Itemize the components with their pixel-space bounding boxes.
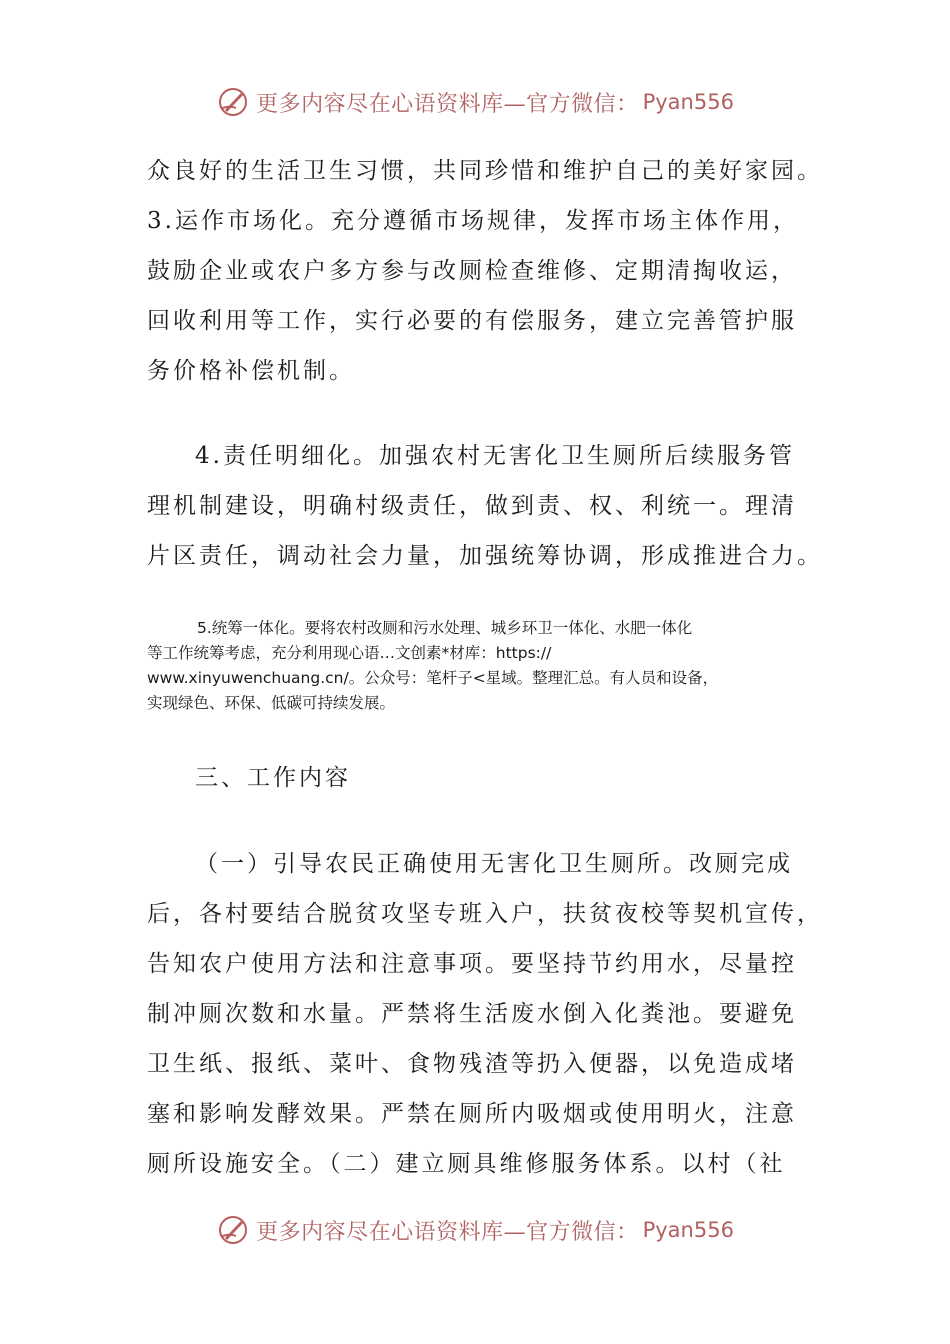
- body-line: （一）引导农民正确使用无害化卫生厕所。改厕完成: [195, 851, 793, 877]
- body-line: 4.责任明细化。加强农村无害化卫生厕所后续服务管: [195, 443, 795, 469]
- footer-wechat-id: Pyan556: [642, 1218, 734, 1242]
- body-line: 后，各村要结合脱贫攻坚专班入户，扶贫夜校等契机宣传，: [147, 901, 823, 927]
- body-line: 片区责任，调动社会力量，加强统筹协调，形成推进合力。: [147, 543, 823, 569]
- body-line: 回收利用等工作，实行必要的有偿服务，建立完善管护服: [147, 308, 797, 334]
- quill-logo-icon: [216, 1213, 250, 1247]
- body-line: 塞和影响发酵效果。严禁在厕所内吸烟或使用明火，注意: [147, 1101, 797, 1127]
- quill-logo-icon: [216, 85, 250, 119]
- body-line: 鼓励企业或农户多方参与改厕检查维修、定期清掏收运，: [147, 258, 797, 284]
- body-line: 告知农户使用方法和注意事项。要坚持节约用水，尽量控: [147, 951, 797, 977]
- body-line: 卫生纸、报纸、菜叶、食物残渣等扔入便器，以免造成堵: [147, 1051, 797, 1077]
- header-wechat-id: Pyan556: [642, 90, 734, 114]
- small-text-line: 实现绿色、环保、低碳可持续发展。: [147, 694, 396, 712]
- body-line: 厕所设施安全。（二）建立厕具维修服务体系。以村（社: [147, 1151, 786, 1177]
- header-banner: [0, 82, 950, 122]
- body-line: 众良好的生活卫生习惯，共同珍惜和维护自己的美好家园。: [147, 158, 823, 184]
- body-line: 务价格补偿机制。: [147, 358, 355, 384]
- small-text-line: www.xinyuwenchuang.cn/。公众号：笔杆子<星域。整理汇总。有人员和设备，: [147, 669, 719, 687]
- header-banner-text: 更多内容尽在心语资料库—官方微信：: [256, 91, 639, 117]
- small-text-line: 5.统筹一体化。要将农村改厕和污水处理、城乡环卫一体化、水肥一体化: [197, 619, 693, 637]
- footer-banner-text: 更多内容尽在心语资料库—官方微信：: [256, 1219, 639, 1245]
- section-heading: 三、工作内容: [195, 765, 351, 791]
- footer-banner: [0, 1210, 950, 1250]
- body-line: 3.运作市场化。充分遵循市场规律，发挥市场主体作用，: [147, 208, 799, 234]
- body-line: 制冲厕次数和水量。严禁将生活废水倒入化粪池。要避免: [147, 1001, 797, 1027]
- body-line: 理机制建设，明确村级责任，做到责、权、利统一。理清: [147, 493, 797, 519]
- small-text-line: 等工作统筹考虑，充分利用现心语…文创素*材库：https://: [147, 644, 552, 662]
